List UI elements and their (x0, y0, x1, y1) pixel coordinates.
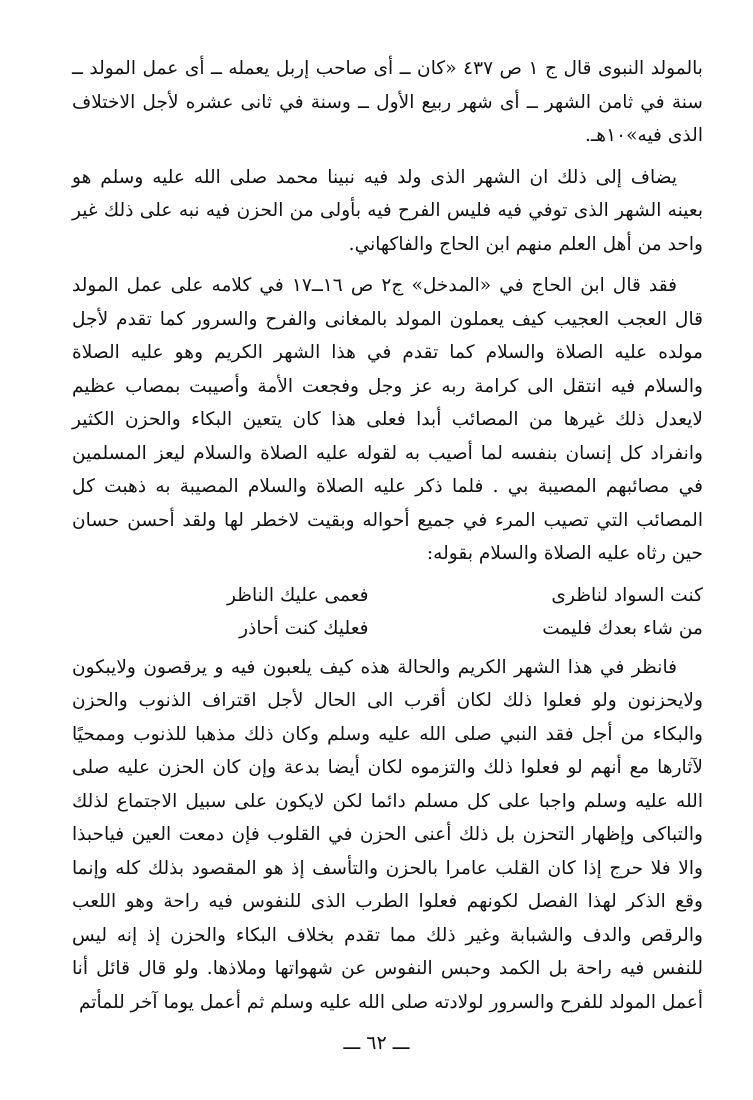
poem-verse-2-second-hemistich: فعليك كنت أحاذر (239, 617, 369, 639)
poem-verse-2-first-hemistich: من شاء بعدك فليمت (542, 617, 703, 639)
poem-verse-1-first-hemistich: كنت السواد لناظرى (551, 584, 703, 606)
poem-verse-1 (72, 579, 703, 612)
paragraph-2: يضاف إلى ذلك ان الشهر الذى ولد فيه نبينا محمد صلى الله عليه وسلم هو بعينه الشهر الذى توفي فيه فليس الفرح فيه بأولى من الحزن فيه نبه على ذلك غير واحد من أهل العلم منهم ابن الحاج والفاكهاني. (72, 166, 703, 255)
document-page (72, 52, 703, 1027)
poem-verse-2 (72, 612, 703, 645)
poem-verse-1-second-hemistich: فعمى عليك الناظر (226, 584, 369, 606)
paragraph-4: فانظر في هذا الشهر الكريم والحالة هذه كيف يلعبون فيه و يرقصون ولايبكون ولايحزنون ولو فعلوا ذلك لكان أقرب الى الحال لأجل اقتراف الذنوب والحزن والبكاء من أجل فقد النبي صلى الله عليه وسلم وكان ذلك مذهبا للذنوب وممحيًا لآثارها مع أنهم لو فعلوا ذلك والتزموه لكان أيضا بدعة وإن كان الحزن عليه صلى الله عليه وسلم واجبا على كل مسلم دائما لكن لايكون على سبيل الاجتماع لذلك والتباكى وإظهار التحزن بل ذلك أعنى الحزن في القلوب فإن دمعت العين فياحبذا والا فلا حرج إذا كان القلب عامرا بالحزن والتأسف إذ هو المقصود بذلك كله وإنما وقع الذكر لهذا الفصل لكونهم فعلوا الطرب الذى للنفوس فيه راحة وهو اللعب والرقص والدف والشبابة وغير ذلك مما تقدم بخلاف البكاء والحزن إذ إنه ليس للنفس فيه راحة بل الكمد وحبس النفوس عن شهواتها وملاذها. ولو قال قائل أنا أعمل المولد للفرح والسرور لولادته صلى الله عليه وسلم ثم أعمل يوما آخر للمأتم (72, 656, 703, 1013)
paragraph-1: بالمولد النبوى قال ج ١ ص ٤٣٧ «كان ــ أى صاحب إربل يعمله ــ أى عمل المولد ــ سنة في ثامن الشهر ــ أى شهر ربيع الأول ــ وسنة في ثانى عشره لأجل الاختلاف الذى فيه»١٠هـ. (72, 58, 703, 146)
page-number: ـــ ٦٢ ـــ (343, 1032, 410, 1054)
paragraph-3: فقد قال ابن الحاج في «المدخل» ج٢ ص ١٦ــ١٧ في كلامه على عمل المولد قال العجب العجيب كيف يعملون المولد بالمغانى والفرح والسرور كما تقدم لأجل مولده عليه الصلاة والسلام كما تقدم في هذا الشهر الكريم وهو عليه الصلاة والسلام فيه انتقل الى كرامة ربه عز وجل وفجعت الأمة وأصيبت بمصاب عظيم لايعدل ذلك غيرها من المصائب أبدا فعلى هذا كان يتعين البكاء والحزن الكثير وانفراد كل إنسان بنفسه لما أصيب به لقوله عليه الصلاة والسلام ليعز المسلمين في مصائبهم المصيبة بي . فلما ذكر عليه الصلاة والسلام المصيبة به ذهبت كل المصائب التي تصيب المرء في جميع أحواله وبقيت لاخطر لها ولقد أحسن حسان حين رثاه عليه الصلاة والسلام بقوله: (72, 275, 703, 564)
poem-verses (72, 579, 703, 645)
